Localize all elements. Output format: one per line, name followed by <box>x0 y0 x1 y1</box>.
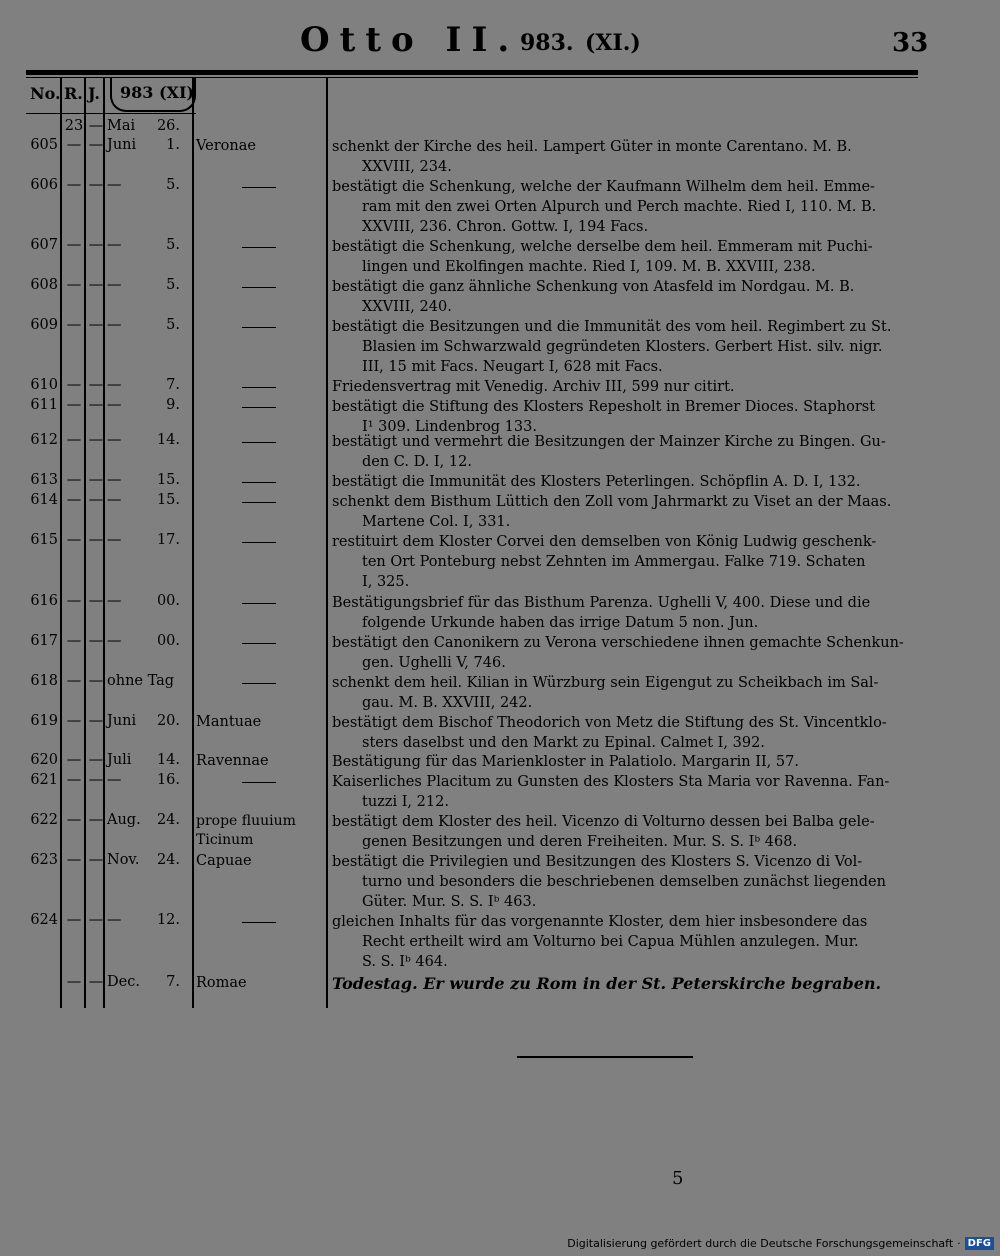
entry-text <box>332 377 917 397</box>
date-month: Aug. <box>107 812 141 828</box>
date-month: Mai <box>107 118 136 134</box>
date-day: 20. <box>156 713 180 729</box>
regest-j-value: — <box>88 812 104 828</box>
entry-text <box>332 593 917 633</box>
entry-text <box>332 852 917 912</box>
entry-text <box>332 713 917 753</box>
regest-r-value: — <box>66 772 82 788</box>
entry-text-line: gleichen Inhalts für das vorgenannte Kloster, dem hier insbesondere das <box>332 914 868 930</box>
regest-j-value: — <box>88 177 104 193</box>
date-day: 00. <box>156 633 180 649</box>
date-month: ohne Tag <box>107 673 175 689</box>
entry-text-line: III, 15 mit Facs. Neugart I, 628 mit Facs. <box>362 359 663 375</box>
ditto-rule <box>242 187 276 188</box>
date-month: — <box>107 772 122 788</box>
entry-number: 623 <box>30 852 58 868</box>
entry-text-line: I, 325. <box>362 574 410 590</box>
entry-text-line: bestätigt die Besitzungen und die Immunität des vom heil. Regimbert zu St. <box>332 319 892 335</box>
entry-text-line: Martene Col. I, 331. <box>362 514 511 530</box>
date-day: 14. <box>156 432 180 448</box>
page-title: Otto II. <box>300 20 520 60</box>
column-header-j: J. <box>88 84 100 103</box>
regest-r-value: — <box>66 752 82 768</box>
regest-j-value: — <box>88 492 104 508</box>
entry-text <box>332 912 917 972</box>
entry-number: 612 <box>30 432 58 448</box>
footer-text: Digitalisierung gefördert durch die Deutsche Forschungsgemeinschaft <box>567 1237 954 1250</box>
regest-j-value: — <box>88 532 104 548</box>
entry-text-line: XXVIII, 240. <box>362 299 452 315</box>
entry-number: 615 <box>30 532 58 548</box>
regest-r-value: — <box>66 472 82 488</box>
date-day: 7. <box>166 377 180 393</box>
entry-text-line: tuzzi I, 212. <box>362 794 449 810</box>
date-day: 17. <box>156 532 180 548</box>
column-header-rule <box>26 113 196 114</box>
date-month: — <box>107 177 122 193</box>
entry-text-line: bestätigt und vermehrt die Besitzungen der Mainzer Kirche zu Bingen. Gu- <box>332 434 886 450</box>
entry-text <box>332 532 917 592</box>
entry-number: 613 <box>30 472 58 488</box>
entry-text-line: schenkt dem Bisthum Lüttich den Zoll vom Jahrmarkt zu Viset an der Maas. <box>332 494 892 510</box>
regest-j-value: — <box>88 772 104 788</box>
entry-text-line: bestätigt die ganz ähnliche Schenkung von Atasfeld im Nordgau. M. B. <box>332 279 855 295</box>
ditto-rule <box>242 683 276 684</box>
entry-text-line: gau. M. B. XXVIII, 242. <box>362 695 533 711</box>
regest-j-value: — <box>88 912 104 928</box>
date-month: — <box>107 532 122 548</box>
date-day: 5. <box>166 177 180 193</box>
entry-text-line: XXVIII, 234. <box>362 159 452 175</box>
column-divider <box>326 78 328 1008</box>
entry-text <box>332 492 917 532</box>
date-month: Dec. <box>107 974 140 990</box>
entry-text-line: ram mit den zwei Orten Alpurch und Perch machte. Ried I, 110. M. B. <box>362 199 877 215</box>
ditto-rule <box>242 442 276 443</box>
regest-r-value: — <box>66 377 82 393</box>
regest-j-value: — <box>88 118 104 134</box>
ditto-rule <box>242 327 276 328</box>
closing-rule <box>517 1056 693 1058</box>
entry-number: 608 <box>30 277 58 293</box>
entry-text <box>332 974 917 994</box>
regest-r-value: — <box>66 974 82 990</box>
entry-text-line: bestätigt die Stiftung des Klosters Repesholt in Bremer Dioces. Staphorst <box>332 399 876 415</box>
issue-place: prope fluuium Ticinum <box>196 813 296 848</box>
regest-r-value: — <box>66 277 82 293</box>
ditto-rule <box>242 387 276 388</box>
regest-j-value: — <box>88 472 104 488</box>
entry-text <box>332 432 917 472</box>
entry-text-line: gen. Ughelli V, 746. <box>362 655 506 671</box>
entry-text-line: genen Besitzungen und deren Freiheiten. Mur. S. S. Iᵇ 468. <box>362 834 798 850</box>
entry-number: 614 <box>30 492 58 508</box>
entry-text <box>332 137 917 177</box>
issue-place: Romae <box>196 975 247 991</box>
issue-place: Veronae <box>196 138 256 154</box>
date-day: 12. <box>156 912 180 928</box>
entry-text <box>332 317 917 377</box>
column-header-year-box <box>110 78 196 112</box>
issue-place: Ravennae <box>196 753 269 769</box>
date-month: — <box>107 593 122 609</box>
entry-text-line: bestätigt dem Bischof Theodorich von Metz die Stiftung des St. Vincentklo- <box>332 715 887 731</box>
regest-j-value: — <box>88 974 104 990</box>
regest-r-value: — <box>66 593 82 609</box>
entry-text-line: Bestätigungsbrief für das Bisthum Parenza. Ughelli V, 400. Diese und die <box>332 595 871 611</box>
date-month: — <box>107 377 122 393</box>
date-day: 5. <box>166 317 180 333</box>
entry-text-line: bestätigt die Schenkung, welche derselbe dem heil. Emmeram mit Puchi- <box>332 239 873 255</box>
entry-number: 609 <box>30 317 58 333</box>
ditto-rule <box>242 502 276 503</box>
entry-text <box>332 397 917 437</box>
ditto-rule <box>242 782 276 783</box>
entry-text-line: Kaiserliches Placitum zu Gunsten des Klosters Sta Maria vor Ravenna. Fan- <box>332 774 890 790</box>
ditto-rule <box>242 542 276 543</box>
column-header-r: R. <box>64 84 83 103</box>
entry-number: 606 <box>30 177 58 193</box>
regest-r-value: — <box>66 673 82 689</box>
ditto-rule <box>242 287 276 288</box>
signature-mark: 5 <box>672 1168 684 1189</box>
date-month: — <box>107 472 122 488</box>
entry-number: 620 <box>30 752 58 768</box>
entry-number: 624 <box>30 912 58 928</box>
regest-j-value: — <box>88 277 104 293</box>
entry-text-line: S. S. Iᵇ 464. <box>362 954 448 970</box>
entry-text-line: folgende Urkunde haben das irrige Datum 5 non. Jun. <box>362 615 759 631</box>
entry-number: 618 <box>30 673 58 689</box>
ditto-rule <box>242 603 276 604</box>
regest-j-value: — <box>88 432 104 448</box>
header-reign-year: (XI.) <box>585 30 641 56</box>
entry-text <box>332 277 917 317</box>
entry-number: 622 <box>30 812 58 828</box>
ditto-rule <box>242 247 276 248</box>
page-number: 33 <box>892 28 929 58</box>
ditto-rule <box>242 482 276 483</box>
regest-r-value: — <box>66 237 82 253</box>
entry-text <box>332 237 917 277</box>
regest-j-value: — <box>88 593 104 609</box>
entry-text-line: Blasien im Schwarzwald gegründeten Klosters. Gerbert Hist. silv. nigr. <box>362 339 883 355</box>
date-month: — <box>107 317 122 333</box>
entry-text-line: Güter. Mur. S. S. Iᵇ 463. <box>362 894 537 910</box>
date-month: — <box>107 397 122 413</box>
entry-number: 621 <box>30 772 58 788</box>
date-month: Juni <box>107 713 137 729</box>
entry-number: 611 <box>30 397 58 413</box>
date-day: 14. <box>156 752 180 768</box>
column-divider <box>192 78 194 1008</box>
date-month: — <box>107 633 122 649</box>
entry-text <box>332 772 917 812</box>
header-rule-thick <box>26 70 918 75</box>
entry-number: 607 <box>30 237 58 253</box>
entry-text-line: I¹ 309. Lindenbrog 133. <box>362 419 537 435</box>
date-day: 00. <box>156 593 180 609</box>
date-month: — <box>107 277 122 293</box>
entry-number: 619 <box>30 713 58 729</box>
entry-number: 610 <box>30 377 58 393</box>
issue-place: Capuae <box>196 853 252 869</box>
ditto-rule <box>242 643 276 644</box>
regest-r-value: — <box>66 397 82 413</box>
regest-j-value: — <box>88 852 104 868</box>
entry-number: 617 <box>30 633 58 649</box>
entry-text <box>332 752 917 772</box>
entry-text <box>332 633 917 673</box>
date-month: — <box>107 237 122 253</box>
regest-r-value: — <box>66 492 82 508</box>
dfg-logo: DFG <box>965 1237 994 1250</box>
ditto-rule <box>242 922 276 923</box>
entry-text-line: den C. D. I, 12. <box>362 454 472 470</box>
entry-number: 605 <box>30 137 58 153</box>
date-day: 9. <box>166 397 180 413</box>
issue-place: Mantuae <box>196 714 262 730</box>
entry-text-line: Recht ertheilt wird am Volturno bei Capua Mühlen anzulegen. Mur. <box>362 934 859 950</box>
entry-text-line: Todestag. Er wurde zu Rom in der St. Peterskirche begraben. <box>332 974 882 993</box>
regest-r-value: — <box>66 317 82 333</box>
regest-r-value: — <box>66 812 82 828</box>
entry-text-line: bestätigt dem Kloster des heil. Vicenzo di Volturno dessen bei Balba gele- <box>332 814 875 830</box>
regest-j-value: — <box>88 237 104 253</box>
regest-r-value: — <box>66 852 82 868</box>
regest-j-value: — <box>88 633 104 649</box>
regest-r-value: — <box>66 177 82 193</box>
column-header-year: 983 (XI) <box>120 83 195 102</box>
regest-r-value: — <box>66 912 82 928</box>
column-divider <box>60 78 62 1008</box>
date-month: — <box>107 432 122 448</box>
entry-text <box>332 177 917 237</box>
regest-j-value: — <box>88 752 104 768</box>
entry-text-line: lingen und Ekolfingen machte. Ried I, 109. M. B. XXVIII, 238. <box>362 259 816 275</box>
date-day: 15. <box>156 492 180 508</box>
regest-r-value: — <box>66 432 82 448</box>
regest-r-value: — <box>66 137 82 153</box>
regest-j-value: — <box>88 377 104 393</box>
date-day: 16. <box>156 772 180 788</box>
entry-text-line: schenkt der Kirche des heil. Lampert Güter in monte Carentano. M. B. <box>332 139 852 155</box>
entry-text-line: XXVIII, 236. Chron. Gottw. I, 194 Facs. <box>362 219 649 235</box>
date-day: 5. <box>166 237 180 253</box>
date-month: Nov. <box>107 852 140 868</box>
entry-text-line: bestätigt die Schenkung, welche der Kaufmann Wilhelm dem heil. Emme- <box>332 179 875 195</box>
footer <box>567 1237 994 1250</box>
date-day: 1. <box>166 137 180 153</box>
column-header-no: No. <box>30 84 61 103</box>
entry-text-line: bestätigt den Canonikern zu Verona verschiedene ihnen gemachte Schenkun- <box>332 635 904 651</box>
regest-j-value: — <box>88 397 104 413</box>
date-month: — <box>107 492 122 508</box>
regest-j-value: — <box>88 137 104 153</box>
page-header <box>0 18 1000 68</box>
date-day: 24. <box>156 812 180 828</box>
column-divider <box>84 78 86 1008</box>
regest-r-value: 23 <box>64 118 84 134</box>
entry-text <box>332 673 917 713</box>
entry-text-line: ten Ort Ponteburg nebst Zehnten im Ammergau. Falke 719. Schaten <box>362 554 866 570</box>
entry-number: 616 <box>30 593 58 609</box>
date-month: — <box>107 912 122 928</box>
entry-text-line: Friedensvertrag mit Venedig. Archiv III, 599 nur citirt. <box>332 379 735 395</box>
date-day: 7. <box>166 974 180 990</box>
footer-separator: · <box>957 1237 961 1250</box>
entry-text-line: bestätigt die Immunität des Klosters Peterlingen. Schöpflin A. D. I, 132. <box>332 474 861 490</box>
entry-text-line: bestätigt die Privilegien und Besitzungen des Klosters S. Vicenzo di Vol- <box>332 854 863 870</box>
entry-text <box>332 472 917 492</box>
regest-r-value: — <box>66 532 82 548</box>
date-day: 26. <box>156 118 180 134</box>
regest-r-value: — <box>66 633 82 649</box>
regest-j-value: — <box>88 317 104 333</box>
header-year: 983. <box>520 30 574 56</box>
date-day: 5. <box>166 277 180 293</box>
entry-text-line: schenkt dem heil. Kilian in Würzburg sein Eigengut zu Scheikbach im Sal- <box>332 675 879 691</box>
date-month: Juni <box>107 137 137 153</box>
entry-text-line: turno und besonders die beschriebenen demselben zunächst liegenden <box>362 874 886 890</box>
date-day: 24. <box>156 852 180 868</box>
date-day: 15. <box>156 472 180 488</box>
regest-j-value: — <box>88 713 104 729</box>
entry-text-line: restituirt dem Kloster Corvei den demselben von König Ludwig geschenk- <box>332 534 877 550</box>
regest-r-value: — <box>66 713 82 729</box>
entry-text <box>332 812 917 852</box>
regest-j-value: — <box>88 673 104 689</box>
entry-text-line: sters daselbst und den Markt zu Epinal. Calmet I, 392. <box>362 735 765 751</box>
entry-text-line: Bestätigung für das Marienkloster in Palatiolo. Margarin II, 57. <box>332 754 799 770</box>
ditto-rule <box>242 407 276 408</box>
date-month: Juli <box>107 752 132 768</box>
